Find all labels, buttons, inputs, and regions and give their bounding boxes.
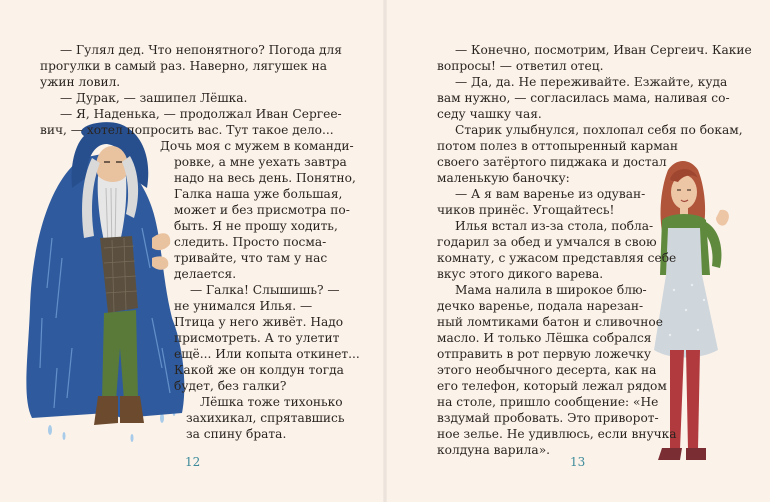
text-line: Илья встал из-за стола, побла-	[455, 219, 654, 233]
text-line: — А я вам варенье из одуван-	[455, 187, 646, 201]
text-line: чиков принёс. Угощайтесь!	[437, 203, 615, 217]
text-line: следить. Просто посма-	[174, 235, 327, 249]
text-line: Какой же он колдун тогда	[174, 363, 344, 377]
text-line: комнату, с ужасом представляя себе	[437, 251, 677, 265]
text-line: седу чашку чая.	[437, 107, 542, 121]
text-line: Дочь моя с мужем в команди-	[160, 139, 354, 153]
text-line: будет, без галки?	[174, 379, 287, 393]
text-line: ровке, а мне уехать завтра	[174, 155, 347, 169]
text-line: вам нужно, — согласилась мама, наливая со-	[437, 91, 730, 105]
text-line: — Я, Наденька, — продолжал Иван Сергее-	[60, 107, 342, 121]
page-number: 12	[185, 455, 201, 469]
text-line: не унимался Илья. —	[174, 299, 313, 313]
text-line: быть. Я не прошу ходить,	[174, 219, 338, 233]
text-line: ное зелье. Не удивлюсь, если внучка	[437, 427, 677, 441]
text-line: — Да, да. Не переживайте. Езжайте, куда	[455, 75, 728, 89]
text-line: ещё... Или копыта откинет...	[174, 347, 360, 361]
text-line: — Конечно, посмотрим, Иван Сергеич. Какие	[455, 43, 752, 57]
text-line: — Гулял дед. Что непонятного? Погода для	[60, 43, 342, 57]
text-line: за спину брата.	[186, 427, 287, 441]
text-line: потом полез в оттопыренный карман	[437, 139, 679, 153]
text-line: ужин ловил.	[40, 75, 121, 89]
text-line: годарил за обед и умчался в свою	[437, 235, 657, 249]
text-line: тривайте, что там у нас	[174, 251, 328, 265]
text-line: на столе, пришло сообщение: «Не	[437, 395, 659, 409]
text-line: ный ломтиками батон и сливочное	[437, 315, 663, 329]
page-number: 13	[570, 455, 586, 469]
text-line: вич, — хотел попросить вас. Тут такое дело...	[40, 123, 334, 137]
text-line: этого необычного десерта, как на	[437, 363, 657, 377]
text-line: Птица у него живёт. Надо	[174, 315, 344, 329]
text-line: вздумай пробовать. Это приворот-	[437, 411, 659, 425]
text-line: Старик улыбнулся, похлопал себя по бокам,	[455, 123, 743, 137]
text-line: Мама налила в широкое блю-	[455, 283, 647, 297]
text-line: маленькую баночку:	[437, 171, 570, 185]
text-line: может и без присмотра по-	[174, 203, 350, 217]
text-line: — Дурак, — зашипел Лёшка.	[60, 91, 248, 105]
text-line: — Галка! Слышишь? —	[190, 283, 340, 297]
text-line: отправить в рот первую ложечку	[437, 347, 652, 361]
text-line: колдуна варила».	[437, 443, 551, 457]
text-line: его телефон, который лежал рядом	[437, 379, 667, 393]
text-line: Галка наша уже большая,	[174, 187, 343, 201]
text-line: присмотреть. А то улетит	[174, 331, 340, 345]
text-line: своего затёртого пиджака и достал	[437, 155, 667, 169]
text-line: вкус этого дикого варева.	[437, 267, 604, 281]
text-line: захихикал, спрятавшись	[186, 411, 345, 425]
right-page	[385, 0, 770, 502]
text-line: вопросы! — ответил отец.	[437, 59, 604, 73]
text-line: масло. И только Лёшка собрался	[437, 331, 652, 345]
text-line: надо на весь день. Понятно,	[174, 171, 356, 185]
text-line: прогулки в самый раз. Наверно, лягушек на	[40, 59, 328, 73]
text-line: Лёшка тоже тихонько	[200, 395, 343, 409]
text-line: делается.	[174, 267, 237, 281]
text-line: дечко варенье, подала нарезан-	[437, 299, 644, 313]
